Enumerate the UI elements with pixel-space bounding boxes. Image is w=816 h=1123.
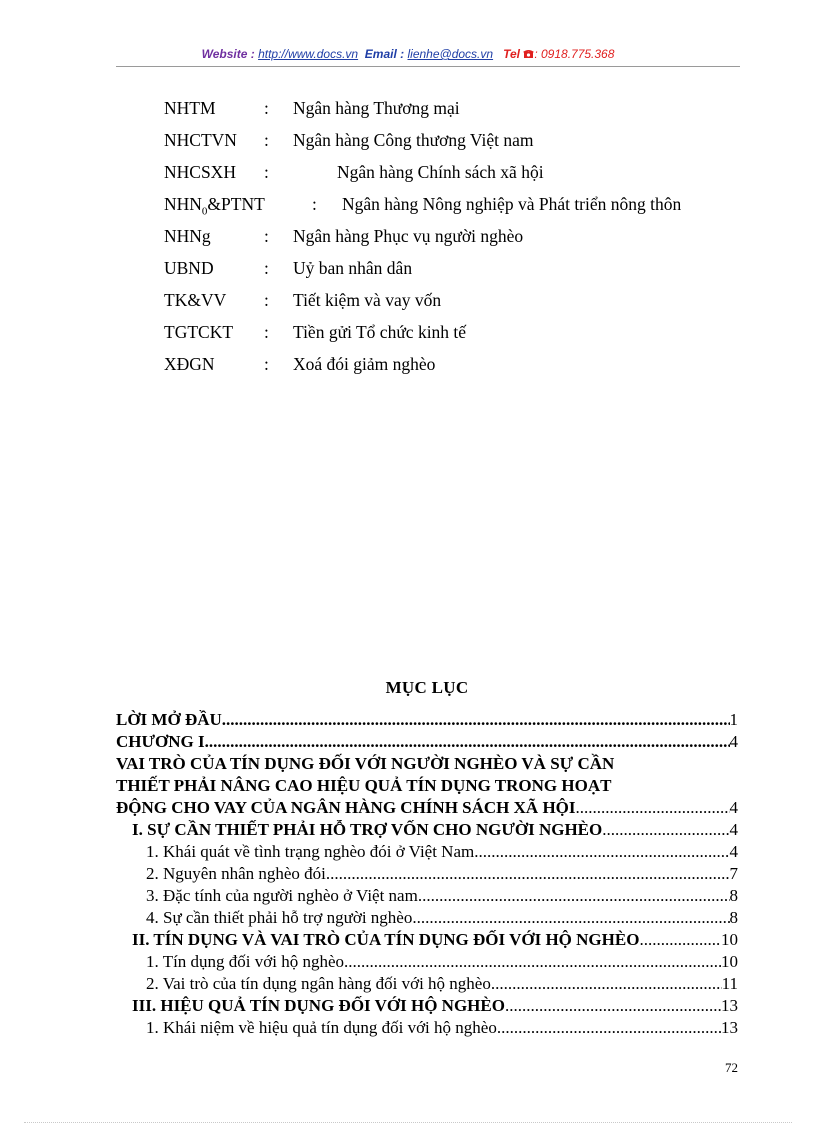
abbreviation-code: NHCSXH bbox=[164, 162, 236, 182]
toc-entry[interactable] bbox=[146, 864, 738, 886]
toc-entry[interactable] bbox=[146, 908, 738, 930]
toc-entry-text: 1. Khái niệm về hiệu quả tín dụng đối với hộ nghèo bbox=[146, 1018, 497, 1037]
abbreviation-code bbox=[164, 194, 265, 218]
toc-entry-page: 1 bbox=[729, 710, 738, 729]
abbreviation-colon: : bbox=[264, 130, 269, 150]
toc-entry-page: 4 bbox=[729, 798, 738, 817]
page-header bbox=[0, 47, 816, 61]
toc-entry-text: 1. Khái quát về tình trạng nghèo đói ở Việt Nam bbox=[146, 842, 475, 861]
abbreviation-meaning: Tiết kiệm và vay vốn bbox=[293, 290, 442, 310]
toc-leader-dots bbox=[326, 864, 730, 884]
toc-leader-dots bbox=[205, 732, 730, 752]
abbreviation-colon: : bbox=[312, 194, 317, 214]
abbreviation-code: NHCTVN bbox=[164, 130, 237, 150]
toc-entry-page: 8 bbox=[729, 908, 738, 927]
abbreviation-code: TGTCKT bbox=[164, 322, 234, 342]
toc-entry-text: II. TÍN DỤNG VÀ VAI TRÒ CỦA TÍN DỤNG ĐỐI VỚI HỘ NGHÈO bbox=[132, 930, 640, 949]
toc-leader-dots bbox=[491, 974, 722, 994]
toc-entry-page: 7 bbox=[729, 864, 738, 883]
toc-entry-page: 4 bbox=[729, 820, 738, 839]
toc-leader-dots bbox=[412, 908, 729, 928]
toc-entry-text: ĐỘNG CHO VAY CỦA NGÂN HÀNG CHÍNH SÁCH XÃ HỘI bbox=[116, 798, 576, 817]
toc-entry[interactable] bbox=[146, 886, 738, 908]
header-divider bbox=[116, 66, 740, 67]
abbreviation-code: UBND bbox=[164, 258, 214, 278]
abbreviation-colon: : bbox=[264, 226, 269, 246]
abbreviation-code: XĐGN bbox=[164, 354, 215, 374]
abbreviation-meaning: Ngân hàng Nông nghiệp và Phát triển nông thôn bbox=[342, 194, 682, 214]
toc-chapter-title-line: THIẾT PHẢI NÂNG CAO HIỆU QUẢ TÍN DỤNG TRONG HOẠT bbox=[116, 776, 612, 795]
toc-entry[interactable] bbox=[132, 996, 738, 1018]
tel-label: Tel bbox=[503, 47, 520, 61]
abbreviation-meaning: Ngân hàng Công thương Việt nam bbox=[293, 130, 534, 150]
page-number: 72 bbox=[725, 1060, 738, 1075]
website-label: Website : bbox=[201, 47, 255, 61]
toc-entry-page: 13 bbox=[721, 1018, 738, 1037]
abbreviation-meaning: Ngân hàng Chính sách xã hội bbox=[337, 162, 544, 182]
email-label: Email : bbox=[364, 47, 405, 61]
toc-leader-dots bbox=[344, 952, 721, 972]
toc-title: MỤC LỤC bbox=[385, 678, 469, 697]
toc-entry-text: 2. Nguyên nhân nghèo đói bbox=[146, 864, 326, 883]
toc-entry-page: 10 bbox=[721, 952, 738, 971]
toc-chapter-title-line: VAI TRÒ CỦA TÍN DỤNG ĐỐI VỚI NGƯỜI NGHÈO VÀ SỰ CẦN bbox=[116, 754, 615, 773]
abbreviation-meaning: Ngân hàng Thương mại bbox=[293, 98, 460, 118]
phone-icon bbox=[523, 47, 534, 61]
abbreviation-code-main: NHN bbox=[164, 194, 202, 214]
toc-entry[interactable] bbox=[146, 842, 738, 864]
abbreviation-meaning: Uỷ ban nhân dân bbox=[293, 258, 413, 278]
toc-entry-page: 8 bbox=[729, 886, 738, 905]
toc-leader-dots bbox=[418, 886, 730, 906]
toc-entry-text: 3. Đặc tính của người nghèo ở Việt nam bbox=[146, 886, 418, 905]
toc-leader-dots bbox=[639, 930, 721, 950]
abbreviation-colon: : bbox=[264, 290, 269, 310]
toc-entry-page: 4 bbox=[729, 842, 738, 861]
abbreviation-meaning: Xoá đói giảm nghèo bbox=[293, 354, 436, 374]
toc-entry-text: 1. Tín dụng đối với hộ nghèo bbox=[146, 952, 345, 971]
toc-entry-text: III. HIỆU QUẢ TÍN DỤNG ĐỐI VỚI HỘ NGHÈO bbox=[132, 996, 505, 1015]
toc-entry-text: LỜI MỞ ĐẦU bbox=[116, 710, 222, 729]
toc-entry-page: 13 bbox=[721, 996, 738, 1015]
abbreviation-meaning: Ngân hàng Phục vụ người nghèo bbox=[293, 226, 524, 246]
toc-leader-dots bbox=[602, 820, 729, 840]
abbreviation-code-subscript: 0 bbox=[201, 205, 208, 218]
toc-entry[interactable] bbox=[116, 710, 738, 732]
tel-value: : 0918.775.368 bbox=[534, 47, 615, 61]
abbreviation-meaning: Tiền gửi Tổ chức kinh tế bbox=[293, 322, 467, 342]
abbreviation-colon: : bbox=[264, 98, 269, 118]
toc-leader-dots bbox=[497, 1018, 721, 1038]
toc-leader-dots bbox=[576, 798, 730, 818]
toc-entry-page: 4 bbox=[729, 732, 738, 751]
abbreviation-colon: : bbox=[264, 354, 269, 374]
toc-entry-page: 10 bbox=[721, 930, 738, 949]
email-link[interactable]: lienhe@docs.vn bbox=[407, 47, 494, 61]
abbreviation-code: NHNg bbox=[164, 226, 211, 246]
toc-entry[interactable] bbox=[146, 974, 738, 996]
abbreviation-colon: : bbox=[264, 162, 269, 182]
abbreviation-colon: : bbox=[264, 322, 269, 342]
toc-entry[interactable] bbox=[116, 732, 738, 754]
toc-entry-text: I. SỰ CẦN THIẾT PHẢI HỖ TRỢ VỐN CHO NGƯỜI NGHÈO bbox=[132, 820, 603, 839]
abbreviation-code: TK&VV bbox=[164, 290, 227, 310]
toc-entry-text: CHƯƠNG I bbox=[116, 732, 205, 751]
toc-entry[interactable] bbox=[116, 798, 738, 820]
toc-entry-text: 2. Vai trò của tín dụng ngân hàng đối với hộ nghèo bbox=[146, 974, 491, 993]
toc-entry[interactable] bbox=[132, 820, 738, 842]
toc-entry[interactable] bbox=[146, 952, 738, 974]
toc-entry-page: 11 bbox=[721, 974, 738, 993]
toc-entry[interactable] bbox=[146, 1018, 738, 1040]
abbreviation-code: NHTM bbox=[164, 98, 216, 118]
toc-leader-dots bbox=[505, 996, 721, 1016]
toc-leader-dots bbox=[222, 710, 730, 730]
abbreviation-colon: : bbox=[264, 258, 269, 278]
website-link[interactable]: http://www.docs.vn bbox=[258, 47, 359, 61]
abbreviation-code-rest: &PTNT bbox=[207, 194, 265, 214]
toc-leader-dots bbox=[474, 842, 729, 862]
toc-entry[interactable] bbox=[132, 930, 738, 952]
toc-entry-text: 4. Sự cần thiết phải hỗ trợ người nghèo bbox=[146, 908, 413, 927]
